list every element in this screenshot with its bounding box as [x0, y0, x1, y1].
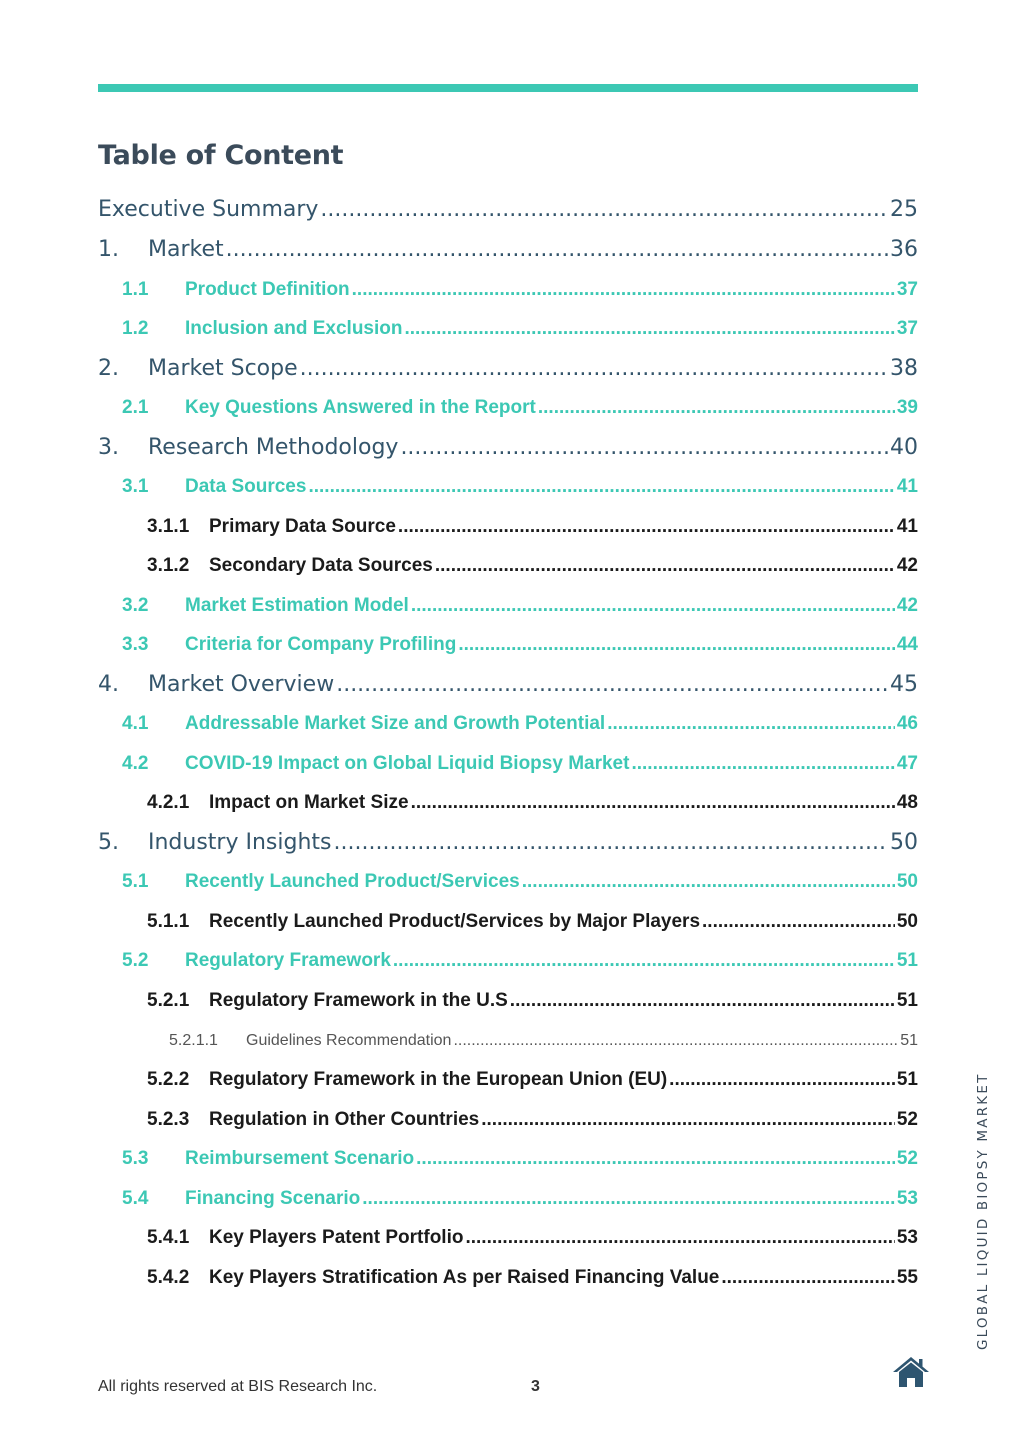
toc-entry[interactable]	[0, 356, 918, 381]
toc-leader-dots	[400, 435, 888, 460]
toc-entry-page: 42	[896, 595, 918, 616]
toc-leader-dots	[352, 279, 895, 301]
toc-entry-title: Guidelines Recommendation	[246, 1032, 452, 1049]
toc-leader-dots	[702, 911, 895, 933]
toc-entry-page: 41	[896, 476, 918, 497]
toc-entry-number: 5.2	[122, 950, 149, 971]
toc-entry-title: Financing Scenario	[185, 1188, 361, 1209]
toc-entry-number: 3.	[98, 435, 119, 460]
toc-entry-number: 1.1	[122, 279, 149, 300]
toc-leader-dots	[362, 1188, 895, 1210]
toc-entry[interactable]	[0, 1148, 918, 1170]
toc-entry-title: Regulation in Other Countries	[209, 1109, 480, 1130]
toc-leader-dots	[510, 990, 895, 1012]
toc-entry-number: 5.4.2	[147, 1267, 190, 1288]
home-icon[interactable]	[892, 1355, 930, 1389]
toc-entry[interactable]	[0, 672, 918, 697]
toc-entry-number: 3.1	[122, 476, 149, 497]
toc-entry[interactable]	[0, 753, 918, 775]
toc-entry-title: Executive Summary	[98, 197, 319, 222]
toc-entry-number: 4.2.1	[147, 792, 190, 813]
toc-entry-page: 42	[896, 555, 918, 576]
toc-entry-title: Recently Launched Product/Services	[185, 871, 520, 892]
toc-entry-number: 5.2.1	[147, 990, 190, 1011]
toc-entry-page: 51	[896, 990, 918, 1011]
toc-entry-number: 3.3	[122, 634, 149, 655]
toc-entry-title: Primary Data Source	[209, 516, 396, 537]
toc-entry-page: 50	[896, 871, 918, 892]
footer-copyright: All rights reserved at BIS Research Inc.	[98, 1378, 378, 1395]
toc-entry-page: 41	[896, 516, 918, 537]
toc-entry-number: 5.4.1	[147, 1227, 190, 1248]
toc-entry-page: 37	[896, 279, 918, 300]
toc-entry-number: 4.	[98, 672, 119, 697]
toc-entry-title: Research Methodology	[148, 435, 399, 460]
toc-entry-page: 36	[890, 237, 918, 262]
toc-leader-dots	[393, 950, 895, 972]
toc-leader-dots	[416, 1148, 895, 1170]
toc-entry-page: 53	[896, 1227, 918, 1248]
toc-leader-dots	[465, 1227, 894, 1249]
toc-leader-dots	[631, 753, 894, 775]
toc-entry[interactable]	[0, 435, 918, 460]
toc-entry[interactable]	[0, 950, 918, 972]
toc-entry-page: 51	[896, 1069, 918, 1090]
toc-leader-dots	[453, 1032, 898, 1050]
toc-entry-title: Inclusion and Exclusion	[185, 318, 403, 339]
toc-leader-dots	[398, 516, 895, 538]
toc-entry[interactable]	[0, 1267, 918, 1289]
toc-leader-dots	[538, 397, 895, 419]
toc-entry-title: Market Estimation Model	[185, 595, 409, 616]
toc-entry-title: Key Players Stratification As per Raised Financing Value	[209, 1267, 720, 1288]
toc-entry-number: 2.1	[122, 397, 149, 418]
toc-entry-title: Product Definition	[185, 279, 350, 300]
toc-entry[interactable]	[0, 990, 918, 1012]
toc-entry[interactable]	[0, 1069, 918, 1091]
toc-entry-page: 48	[896, 792, 918, 813]
toc-leader-dots	[669, 1069, 895, 1091]
toc-entry-number: 4.1	[122, 713, 149, 734]
toc-entry-number: 4.2	[122, 753, 149, 774]
toc-entry-number: 5.3	[122, 1148, 149, 1169]
toc-entry-page: 38	[890, 356, 918, 381]
toc-entry[interactable]	[0, 237, 918, 262]
toc-entry-number: 3.2	[122, 595, 149, 616]
toc-entry[interactable]	[0, 830, 918, 855]
toc-entry-number: 1.	[98, 237, 119, 262]
toc-entry-number: 2.	[98, 356, 119, 381]
toc-entry-number: 5.	[98, 830, 119, 855]
top-accent-rule	[98, 84, 918, 92]
toc-entry-title: Key Players Patent Portfolio	[209, 1227, 464, 1248]
toc-entry[interactable]	[0, 516, 918, 538]
toc-entry-page: 47	[896, 753, 918, 774]
toc-entry-number: 5.2.1.1	[169, 1032, 218, 1049]
toc-leader-dots	[481, 1109, 895, 1131]
toc-entry-title: Data Sources	[185, 476, 307, 497]
toc-entry-title: Market	[148, 237, 224, 262]
toc-entry[interactable]	[0, 279, 918, 301]
toc-entry-number: 1.2	[122, 318, 149, 339]
toc-entry[interactable]	[0, 476, 918, 498]
toc-entry[interactable]	[0, 1227, 918, 1249]
toc-leader-dots	[435, 555, 895, 577]
toc-entry-page: 25	[890, 197, 918, 222]
toc-entry-title: Industry Insights	[148, 830, 332, 855]
toc-entry-number: 3.1.2	[147, 555, 190, 576]
toc-leader-dots	[607, 713, 895, 735]
toc-entry-page: 51	[900, 1032, 918, 1049]
toc-leader-dots	[320, 197, 888, 222]
toc-entry-page: 50	[896, 911, 918, 932]
toc-entry-page: 46	[896, 713, 918, 734]
toc-entry-page: 50	[890, 830, 918, 855]
toc-entry[interactable]	[0, 595, 918, 617]
toc-entry-title: Criteria for Company Profiling	[185, 634, 457, 655]
toc-entry[interactable]	[0, 1032, 918, 1050]
toc-entry-number: 5.1.1	[147, 911, 190, 932]
toc-leader-dots	[404, 318, 894, 340]
toc-entry[interactable]	[0, 911, 918, 933]
toc-entry-number: 5.2.3	[147, 1109, 190, 1130]
toc-entry[interactable]	[0, 1188, 918, 1210]
side-report-label: GLOBAL LIQUID BIOPSY MARKET	[975, 1072, 991, 1350]
toc-entry-page: 45	[890, 672, 918, 697]
toc-entry-page: 52	[896, 1109, 918, 1130]
toc-leader-dots	[226, 237, 888, 262]
toc-entry-title: Regulatory Framework in the U.S	[209, 990, 508, 1011]
toc-entry-title: Addressable Market Size and Growth Potential	[185, 713, 606, 734]
toc-entry-title: Regulatory Framework	[185, 950, 391, 971]
toc-entry[interactable]	[0, 1109, 918, 1131]
toc-entry-page: 39	[896, 397, 918, 418]
toc-leader-dots	[721, 1267, 894, 1289]
toc-entry[interactable]	[0, 634, 918, 656]
toc-entry-page: 44	[896, 634, 918, 655]
toc-entry-page: 51	[896, 950, 918, 971]
page-number: 3	[531, 1378, 540, 1395]
toc-leader-dots	[411, 792, 895, 814]
toc-entry[interactable]	[0, 871, 918, 893]
toc-entry-page: 55	[896, 1267, 918, 1288]
toc-entry-number: 5.1	[122, 871, 149, 892]
toc-entry-title: COVID-19 Impact on Global Liquid Biopsy Market	[185, 753, 630, 774]
toc-leader-dots	[336, 672, 888, 697]
toc-entry-number: 3.1.1	[147, 516, 190, 537]
toc-leader-dots	[334, 830, 889, 855]
toc-entry-title: Regulatory Framework in the European Union (EU)	[209, 1069, 668, 1090]
toc-entry[interactable]	[0, 197, 918, 222]
toc-entry[interactable]	[0, 713, 918, 735]
toc-entry-title: Impact on Market Size	[209, 792, 409, 813]
toc-entry-title: Recently Launched Product/Services by Major Players	[209, 911, 701, 932]
toc-entry[interactable]	[0, 555, 918, 577]
toc-entry-page: 52	[896, 1148, 918, 1169]
toc-entry-page: 40	[890, 435, 918, 460]
toc-entry[interactable]	[0, 397, 918, 419]
toc-entry-number: 5.2.2	[147, 1069, 190, 1090]
toc-entry-page: 37	[896, 318, 918, 339]
page-title: Table of Content	[98, 140, 344, 171]
toc-entry[interactable]	[0, 318, 918, 340]
toc-entry-number: 5.4	[122, 1188, 149, 1209]
toc-entry-page: 53	[896, 1188, 918, 1209]
toc-entry[interactable]	[0, 792, 918, 814]
toc-entry-title: Reimbursement Scenario	[185, 1148, 415, 1169]
toc-leader-dots	[308, 476, 894, 498]
toc-entry-title: Key Questions Answered in the Report	[185, 397, 536, 418]
toc-leader-dots	[300, 356, 888, 381]
toc-entry-title: Secondary Data Sources	[209, 555, 433, 576]
toc-entry-title: Market Overview	[148, 672, 335, 697]
toc-entry-title: Market Scope	[148, 356, 298, 381]
toc-leader-dots	[458, 634, 895, 656]
toc-leader-dots	[522, 871, 895, 893]
toc-leader-dots	[411, 595, 895, 617]
